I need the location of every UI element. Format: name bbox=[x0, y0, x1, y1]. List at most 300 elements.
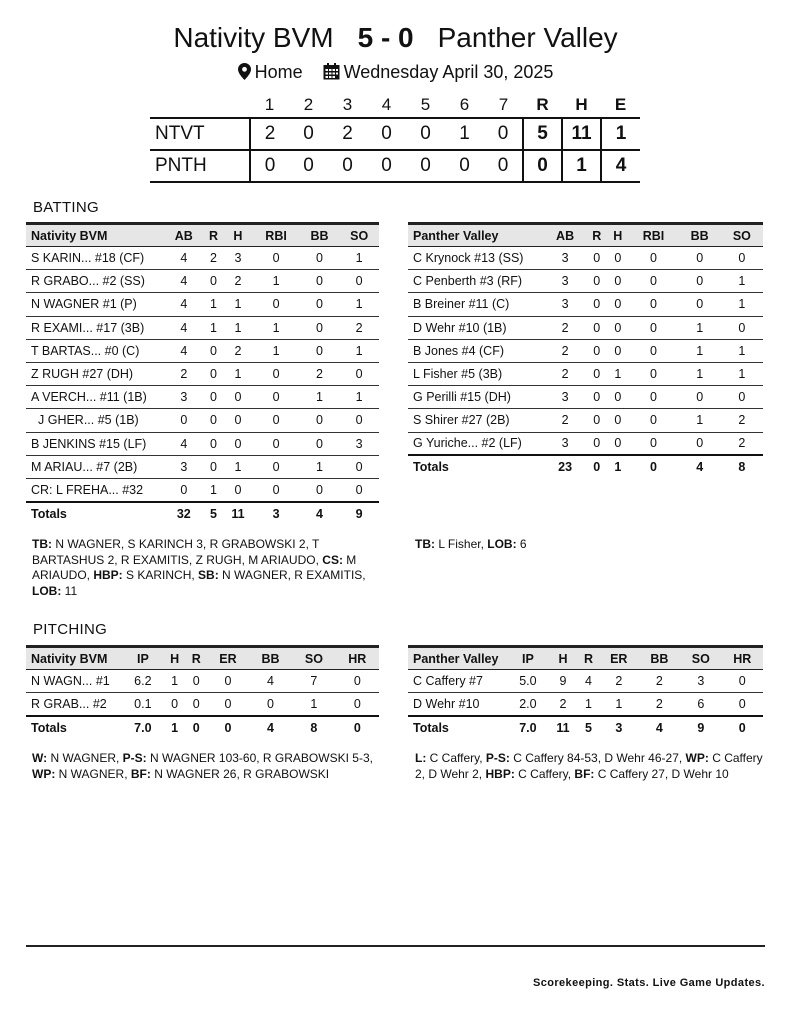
stat-cell: 0 bbox=[679, 386, 721, 409]
stat-cell: 0 bbox=[204, 432, 224, 455]
stat-cell: 1 bbox=[300, 455, 340, 478]
stat-cell: 2 bbox=[300, 362, 340, 385]
stat-column-header: HR bbox=[336, 647, 379, 670]
player-name: L Fisher #5 (3B) bbox=[408, 362, 544, 385]
stat-cell: 0 bbox=[339, 270, 379, 293]
note-label: WP: bbox=[32, 766, 56, 781]
note-label: BF: bbox=[574, 766, 595, 781]
total-cell: 4 bbox=[300, 502, 340, 525]
totals-label: Totals bbox=[26, 502, 164, 525]
game-date: Wednesday April 30, 2025 bbox=[343, 62, 554, 82]
batting-row bbox=[408, 293, 763, 316]
inning-score: 2 bbox=[250, 118, 289, 150]
totals-label: Totals bbox=[26, 716, 122, 739]
team-column-header: Panther Valley bbox=[408, 224, 544, 247]
team-column-header: Panther Valley bbox=[408, 647, 508, 670]
stat-cell: 0 bbox=[207, 693, 249, 716]
stat-cell: 2 bbox=[548, 693, 578, 716]
stat-cell: 0 bbox=[204, 270, 224, 293]
stat-cell: 1 bbox=[578, 693, 599, 716]
note-label: HBP: bbox=[485, 766, 515, 781]
stat-column-header: R bbox=[204, 224, 224, 247]
stat-column-header: H bbox=[607, 224, 628, 247]
stat-column-header: BB bbox=[249, 647, 292, 670]
stat-cell: 0 bbox=[223, 409, 252, 432]
stat-cell: 0 bbox=[252, 432, 299, 455]
hits-total: 11 bbox=[562, 118, 601, 150]
stat-cell: 3 bbox=[544, 293, 586, 316]
stat-cell: 0 bbox=[722, 670, 763, 693]
stat-cell: 4 bbox=[164, 247, 204, 270]
stat-cell: 0 bbox=[628, 386, 678, 409]
stat-cell: 6.2 bbox=[122, 670, 164, 693]
away-team-name: Nativity BVM bbox=[173, 22, 334, 53]
stat-cell: 1 bbox=[339, 247, 379, 270]
inning-header: 2 bbox=[303, 94, 314, 114]
stat-column-header: SO bbox=[292, 647, 335, 670]
linescore-header-row bbox=[150, 92, 640, 118]
batting-row bbox=[26, 316, 379, 339]
note-text: M ARIAUDO, bbox=[32, 552, 357, 582]
stat-cell: 1 bbox=[252, 270, 299, 293]
batting-row bbox=[26, 432, 379, 455]
note-label: W: bbox=[32, 751, 48, 765]
total-cell: 4 bbox=[679, 455, 721, 478]
note-label: P-S: bbox=[122, 751, 147, 765]
stat-cell: 2 bbox=[544, 362, 586, 385]
totals-row bbox=[408, 716, 763, 739]
note-label: TB: bbox=[32, 537, 52, 551]
totals-row bbox=[26, 502, 379, 525]
total-cell: 0 bbox=[628, 455, 678, 478]
stat-cell: 3 bbox=[164, 455, 204, 478]
stat-cell: 0 bbox=[586, 270, 607, 293]
stat-cell: 2 bbox=[599, 670, 639, 693]
location-pin-icon bbox=[238, 63, 251, 85]
linescore-row-home bbox=[150, 150, 640, 182]
totals-label: Totals bbox=[408, 716, 508, 739]
pitching-row bbox=[26, 670, 379, 693]
total-cell: 9 bbox=[680, 716, 721, 739]
stat-cell: 0 bbox=[721, 247, 763, 270]
stat-cell: 0.1 bbox=[122, 693, 164, 716]
stat-cell: 3 bbox=[544, 247, 586, 270]
pitching-header-row bbox=[26, 647, 379, 670]
player-name: C Krynock #13 (SS) bbox=[408, 247, 544, 270]
location-text: Home bbox=[254, 62, 303, 82]
stat-column-header: IP bbox=[122, 647, 164, 670]
stat-cell: 0 bbox=[204, 386, 224, 409]
stat-cell: 2 bbox=[544, 316, 586, 339]
note-text: 6 bbox=[516, 537, 527, 551]
stat-column-header: BB bbox=[639, 647, 680, 670]
batting-row bbox=[26, 270, 379, 293]
stat-column-header: RBI bbox=[252, 224, 299, 247]
stat-cell: 0 bbox=[164, 693, 186, 716]
stat-column-header: BB bbox=[679, 224, 721, 247]
player-name: S Shirer #27 (2B) bbox=[408, 409, 544, 432]
total-cell: 7.0 bbox=[508, 716, 548, 739]
stat-cell: 3 bbox=[544, 386, 586, 409]
stat-cell: 0 bbox=[607, 270, 628, 293]
batting-row bbox=[408, 362, 763, 385]
stat-cell: 2 bbox=[204, 247, 224, 270]
batting-row bbox=[408, 316, 763, 339]
total-cell: 0 bbox=[586, 455, 607, 478]
inning-score: 0 bbox=[484, 118, 523, 150]
player-name: Z RUGH #27 (DH) bbox=[26, 362, 164, 385]
batting-row bbox=[26, 339, 379, 362]
stat-cell: 1 bbox=[252, 316, 299, 339]
matchup-title bbox=[0, 22, 791, 54]
stat-cell: 0 bbox=[628, 432, 678, 455]
stat-cell: 0 bbox=[204, 339, 224, 362]
stat-cell: 0 bbox=[628, 247, 678, 270]
note-text: N WAGNER, S KARINCH 3, R GRABOWSKI 2, T BARTASHUS 2, R EXAMITIS, Z RUGH, M ARIAUDO, bbox=[32, 537, 323, 567]
stat-cell: 0 bbox=[339, 455, 379, 478]
stat-cell: 0 bbox=[252, 478, 299, 501]
total-cell: 0 bbox=[207, 716, 249, 739]
stat-cell: 0 bbox=[300, 247, 340, 270]
stat-cell: 0 bbox=[679, 247, 721, 270]
player-name: C Caffery #7 bbox=[408, 670, 508, 693]
stat-column-header: ER bbox=[207, 647, 249, 670]
stat-cell: 2 bbox=[223, 270, 252, 293]
stat-cell: 0 bbox=[607, 409, 628, 432]
stat-cell: 0 bbox=[607, 293, 628, 316]
stat-cell: 0 bbox=[164, 409, 204, 432]
note-label: L: bbox=[415, 751, 427, 765]
stat-cell: 0 bbox=[721, 386, 763, 409]
stat-cell: 4 bbox=[164, 339, 204, 362]
stat-column-header: IP bbox=[508, 647, 548, 670]
linescore-team-header bbox=[150, 92, 250, 118]
note-text: C Caffery 2, D Wehr 2, bbox=[415, 751, 763, 781]
pitching-row bbox=[26, 693, 379, 716]
runs-total: 5 bbox=[523, 118, 562, 150]
stat-cell: 2 bbox=[544, 339, 586, 362]
total-cell: 32 bbox=[164, 502, 204, 525]
stat-cell: 0 bbox=[252, 293, 299, 316]
stat-cell: 0 bbox=[628, 293, 678, 316]
stat-cell: 0 bbox=[185, 693, 207, 716]
stat-cell: 0 bbox=[252, 247, 299, 270]
batting-table-home bbox=[408, 222, 763, 478]
stat-cell: 6 bbox=[680, 693, 721, 716]
errors-header: E bbox=[614, 94, 627, 114]
stat-cell: 0 bbox=[252, 362, 299, 385]
stat-cell: 1 bbox=[300, 386, 340, 409]
stat-cell: 2 bbox=[639, 693, 680, 716]
player-name: G Perilli #15 (DH) bbox=[408, 386, 544, 409]
stat-cell: 0 bbox=[300, 316, 340, 339]
stat-column-header: R bbox=[578, 647, 599, 670]
stat-cell: 0 bbox=[300, 432, 340, 455]
home-team-name: Panther Valley bbox=[437, 22, 618, 53]
stat-cell: 0 bbox=[185, 670, 207, 693]
total-cell: 1 bbox=[164, 716, 186, 739]
stat-cell: 0 bbox=[207, 670, 249, 693]
stat-cell: 1 bbox=[204, 293, 224, 316]
runs-header: R bbox=[536, 94, 549, 114]
stat-cell: 0 bbox=[607, 316, 628, 339]
stat-column-header: SO bbox=[721, 224, 763, 247]
inning-score: 0 bbox=[250, 150, 289, 182]
totals-label: Totals bbox=[408, 455, 544, 478]
pitching-row bbox=[408, 670, 763, 693]
stat-cell: 1 bbox=[599, 693, 639, 716]
player-name: R EXAMI... #17 (3B) bbox=[26, 316, 164, 339]
total-cell: 4 bbox=[249, 716, 292, 739]
footer-divider bbox=[26, 945, 765, 947]
note-text: C Caffery 84-53, D Wehr 46-27, bbox=[509, 751, 686, 765]
batting-row bbox=[26, 362, 379, 385]
calendar-icon bbox=[323, 63, 340, 85]
linescore-row-away bbox=[150, 118, 640, 150]
note-text: L Fisher, bbox=[435, 537, 488, 551]
stat-column-header: H bbox=[548, 647, 578, 670]
stat-cell: 0 bbox=[586, 316, 607, 339]
total-cell: 3 bbox=[599, 716, 639, 739]
player-name: T BARTAS... #0 (C) bbox=[26, 339, 164, 362]
stat-cell: 1 bbox=[679, 339, 721, 362]
note-label: TB: bbox=[415, 537, 435, 551]
stat-cell: 0 bbox=[252, 409, 299, 432]
note-text: N WAGNER, bbox=[47, 751, 123, 765]
player-name: M ARIAU... #7 (2B) bbox=[26, 455, 164, 478]
note-text: S KARINCH, bbox=[122, 568, 199, 582]
stat-cell: 1 bbox=[223, 316, 252, 339]
total-cell: 11 bbox=[223, 502, 252, 525]
stat-cell: 0 bbox=[252, 455, 299, 478]
inning-header: 4 bbox=[381, 94, 392, 114]
stat-cell: 1 bbox=[339, 386, 379, 409]
stat-cell: 0 bbox=[628, 339, 678, 362]
stat-column-header: SO bbox=[339, 224, 379, 247]
stat-cell: 0 bbox=[300, 293, 340, 316]
linescore-team: NTVT bbox=[150, 118, 250, 150]
stat-column-header: SO bbox=[680, 647, 721, 670]
stat-cell: 0 bbox=[204, 362, 224, 385]
inning-score: 0 bbox=[406, 118, 445, 150]
hits-total: 1 bbox=[562, 150, 601, 182]
inning-score: 0 bbox=[367, 150, 406, 182]
batting-row bbox=[26, 386, 379, 409]
pitching-notes-away bbox=[32, 751, 382, 782]
stat-cell: 1 bbox=[204, 316, 224, 339]
note-text: N WAGNER 103-60, R GRABOWSKI 5-3, bbox=[146, 751, 373, 765]
stat-cell: 4 bbox=[164, 270, 204, 293]
pitching-table-home bbox=[408, 645, 763, 739]
note-label: BF: bbox=[130, 766, 151, 781]
stat-cell: 2 bbox=[164, 362, 204, 385]
stat-cell: 9 bbox=[548, 670, 578, 693]
stat-cell: 0 bbox=[300, 270, 340, 293]
stat-cell: 3 bbox=[223, 247, 252, 270]
stat-column-header: AB bbox=[544, 224, 586, 247]
total-cell: 8 bbox=[292, 716, 335, 739]
batting-row bbox=[408, 432, 763, 455]
stat-cell: 0 bbox=[722, 693, 763, 716]
stat-cell: 1 bbox=[721, 293, 763, 316]
stat-cell: 3 bbox=[544, 270, 586, 293]
stat-cell: 5.0 bbox=[508, 670, 548, 693]
stat-cell: 0 bbox=[721, 316, 763, 339]
total-cell: 0 bbox=[336, 716, 379, 739]
stat-cell: 0 bbox=[223, 386, 252, 409]
player-name: N WAGN... #1 bbox=[26, 670, 122, 693]
batting-row bbox=[26, 293, 379, 316]
stat-cell: 0 bbox=[607, 386, 628, 409]
batting-notes-away bbox=[32, 537, 377, 599]
stat-column-header: H bbox=[164, 647, 186, 670]
stat-cell: 1 bbox=[339, 293, 379, 316]
stat-cell: 1 bbox=[679, 362, 721, 385]
stat-cell: 0 bbox=[300, 339, 340, 362]
stat-cell: 0 bbox=[300, 478, 340, 501]
linescore-table bbox=[150, 92, 640, 183]
batting-row bbox=[408, 409, 763, 432]
note-label: SB: bbox=[198, 568, 219, 582]
player-name: G Yuriche... #2 (LF) bbox=[408, 432, 544, 455]
stat-cell: 1 bbox=[607, 362, 628, 385]
stat-cell: 0 bbox=[339, 409, 379, 432]
stat-cell: 1 bbox=[164, 670, 186, 693]
stat-column-header: ER bbox=[599, 647, 639, 670]
stat-cell: 0 bbox=[586, 432, 607, 455]
stat-cell: 2 bbox=[223, 339, 252, 362]
stat-cell: 2 bbox=[544, 409, 586, 432]
stat-cell: 2 bbox=[721, 409, 763, 432]
batting-row bbox=[408, 247, 763, 270]
stat-column-header: AB bbox=[164, 224, 204, 247]
inning-score: 0 bbox=[289, 150, 328, 182]
totals-row bbox=[408, 455, 763, 478]
batting-row bbox=[26, 478, 379, 501]
stat-cell: 0 bbox=[336, 693, 379, 716]
stat-cell: 0 bbox=[586, 409, 607, 432]
total-cell: 23 bbox=[544, 455, 586, 478]
inning-score: 1 bbox=[445, 118, 484, 150]
note-label: CS: bbox=[322, 552, 343, 567]
stat-cell: 0 bbox=[679, 270, 721, 293]
inning-header: 7 bbox=[498, 94, 509, 114]
inning-score: 0 bbox=[367, 118, 406, 150]
note-label: WP: bbox=[685, 751, 709, 765]
stat-cell: 4 bbox=[164, 432, 204, 455]
stat-cell: 1 bbox=[339, 339, 379, 362]
total-cell: 7.0 bbox=[122, 716, 164, 739]
total-cell: 0 bbox=[185, 716, 207, 739]
note-label: LOB: bbox=[32, 583, 62, 598]
inning-score: 0 bbox=[445, 150, 484, 182]
batting-row bbox=[408, 339, 763, 362]
stat-cell: 7 bbox=[292, 670, 335, 693]
stat-cell: 1 bbox=[223, 293, 252, 316]
player-name: S KARIN... #18 (CF) bbox=[26, 247, 164, 270]
inning-header: 6 bbox=[459, 94, 470, 114]
stat-cell: 0 bbox=[339, 478, 379, 501]
batting-table-away bbox=[26, 222, 379, 525]
player-name: R GRABO... #2 (SS) bbox=[26, 270, 164, 293]
player-name: R GRAB... #2 bbox=[26, 693, 122, 716]
stat-cell: 0 bbox=[628, 316, 678, 339]
final-score: 5 - 0 bbox=[357, 22, 414, 53]
stat-cell: 2.0 bbox=[508, 693, 548, 716]
stat-cell: 0 bbox=[249, 693, 292, 716]
note-text: N WAGNER 26, R GRABOWSKI bbox=[150, 766, 330, 781]
total-cell: 4 bbox=[639, 716, 680, 739]
team-column-header: Nativity BVM bbox=[26, 224, 164, 247]
stat-cell: 0 bbox=[679, 432, 721, 455]
stat-cell: 0 bbox=[339, 362, 379, 385]
runs-total: 0 bbox=[523, 150, 562, 182]
stat-cell: 0 bbox=[628, 270, 678, 293]
note-text: C Caffery 27, D Wehr 10 bbox=[594, 766, 729, 781]
note-label: P-S: bbox=[485, 751, 510, 765]
linescore-team: PNTH bbox=[150, 150, 250, 182]
stat-column-header: HR bbox=[722, 647, 763, 670]
stat-cell: 4 bbox=[578, 670, 599, 693]
batting-section-title: BATTING bbox=[33, 199, 99, 216]
note-label: HBP: bbox=[93, 568, 123, 582]
inning-header: 5 bbox=[420, 94, 431, 114]
stat-cell: 4 bbox=[164, 316, 204, 339]
errors-total: 1 bbox=[601, 118, 640, 150]
stat-column-header: R bbox=[185, 647, 207, 670]
footer-tagline: Scorekeeping. Stats. Live Game Updates. bbox=[532, 977, 765, 989]
stat-cell: 0 bbox=[204, 455, 224, 478]
errors-total: 4 bbox=[601, 150, 640, 182]
note-text: N WAGNER, R EXAMITIS, bbox=[218, 568, 366, 582]
stat-cell: 0 bbox=[586, 362, 607, 385]
stat-column-header: BB bbox=[300, 224, 340, 247]
totals-row bbox=[26, 716, 379, 739]
stat-cell: 0 bbox=[336, 670, 379, 693]
stat-cell: 0 bbox=[679, 293, 721, 316]
batting-row bbox=[408, 270, 763, 293]
stat-cell: 4 bbox=[164, 293, 204, 316]
inning-score: 2 bbox=[328, 118, 367, 150]
stat-cell: 1 bbox=[721, 362, 763, 385]
stat-cell: 1 bbox=[679, 409, 721, 432]
stat-cell: 1 bbox=[721, 339, 763, 362]
batting-row bbox=[26, 409, 379, 432]
stat-cell: 0 bbox=[607, 432, 628, 455]
total-cell: 0 bbox=[722, 716, 763, 739]
total-cell: 9 bbox=[339, 502, 379, 525]
player-name: B Breiner #11 (C) bbox=[408, 293, 544, 316]
note-text: C Caffery, bbox=[514, 766, 575, 781]
player-name: J GHER... #5 (1B) bbox=[26, 409, 164, 432]
total-cell: 11 bbox=[548, 716, 578, 739]
player-name: N WAGNER #1 (P) bbox=[26, 293, 164, 316]
stat-cell: 1 bbox=[292, 693, 335, 716]
stat-column-header: R bbox=[586, 224, 607, 247]
batting-row bbox=[26, 247, 379, 270]
stat-cell: 1 bbox=[223, 362, 252, 385]
stat-cell: 1 bbox=[721, 270, 763, 293]
player-name: CR: L FREHA... #32 bbox=[26, 478, 164, 501]
stat-cell: 0 bbox=[223, 478, 252, 501]
note-text: 11 bbox=[61, 583, 78, 598]
stat-cell: 3 bbox=[164, 386, 204, 409]
stat-cell: 3 bbox=[339, 432, 379, 455]
stat-cell: 0 bbox=[607, 247, 628, 270]
batting-header-row bbox=[408, 224, 763, 247]
stat-cell: 0 bbox=[223, 432, 252, 455]
stat-cell: 2 bbox=[339, 316, 379, 339]
